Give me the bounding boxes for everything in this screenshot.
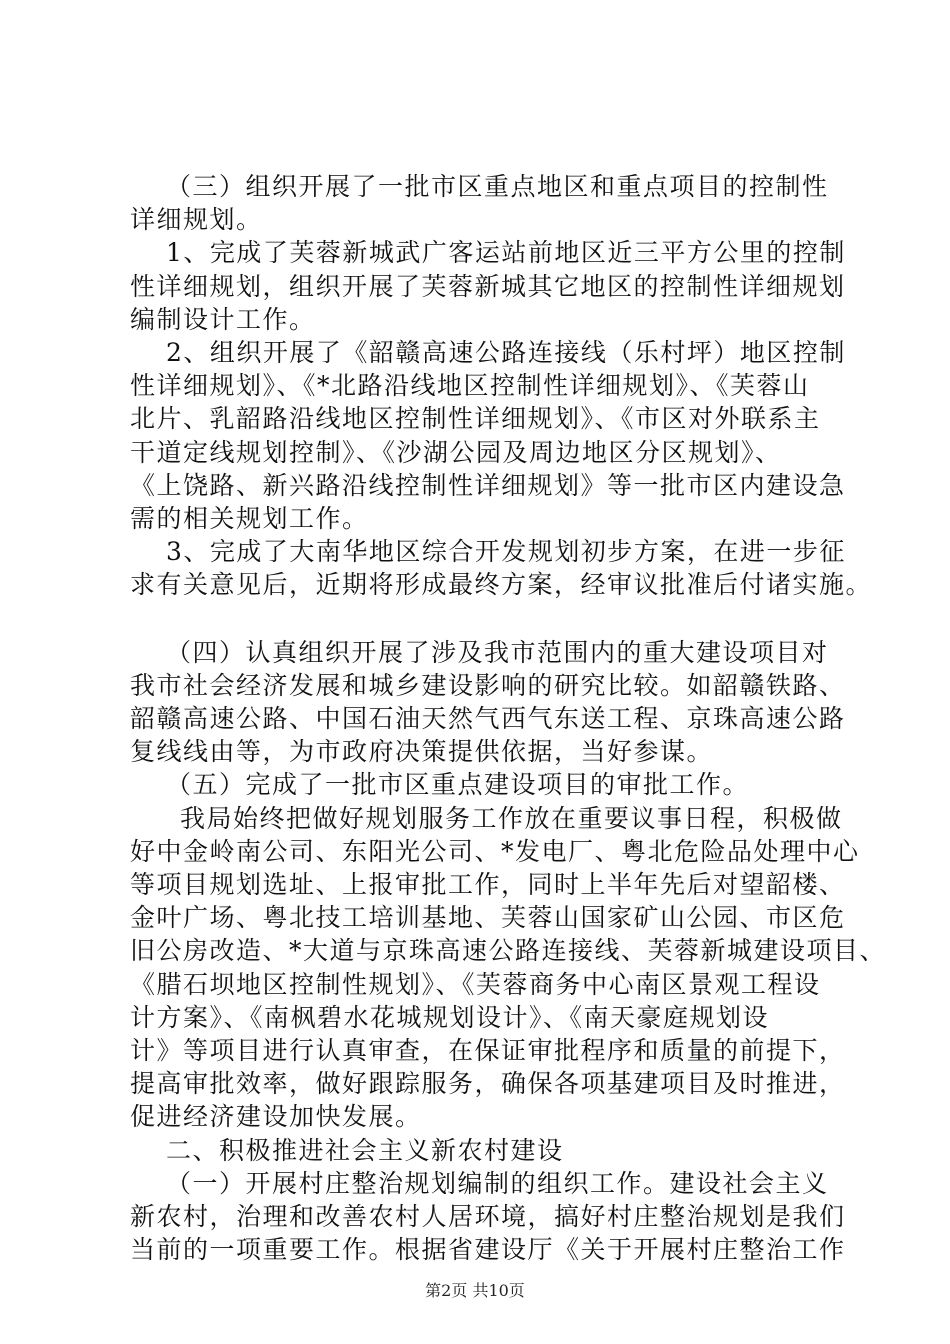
text-line: 韶赣高速公路、中国石油天然气西气东送工程、京珠高速公路 (130, 704, 846, 733)
text-line: 性详细规划，组织开展了芙蓉新城其它地区的控制性详细规划 (130, 272, 846, 301)
text-line: 等项目规划选址、上报审批工作，同时上半年先后对望韶楼、 (130, 870, 846, 899)
text-line: 复线线由等，为市政府决策提供依据，当好参谋。 (130, 737, 714, 766)
text-line: 我市社会经济发展和城乡建设影响的研究比较。如韶赣铁路、 (130, 671, 846, 700)
text-line: 促进经济建设加快发展。 (130, 1102, 422, 1131)
text-line: （一）开展村庄整治规划编制的组织工作。建设社会主义 (166, 1169, 829, 1198)
text-line: （三）组织开展了一批市区重点地区和重点项目的控制性 (166, 172, 829, 201)
text-line: （五）完成了一批市区重点建设项目的审批工作。 (166, 770, 750, 799)
text-line: 《上饶路、新兴路沿线控制性详细规划》等一批市区内建设急 (130, 471, 846, 500)
text-line: 1、完成了芙蓉新城武广客运站前地区近三平方公里的控制 (166, 238, 846, 267)
text-line: 求有关意见后，近期将形成最终方案，经审议批准后付诸实施。 (130, 570, 873, 599)
text-line: 详细规划。 (130, 205, 263, 234)
text-line: 好中金岭南公司、东阳光公司、*发电厂、粤北危险品处理中心 (130, 837, 860, 866)
text-line: （四）认真组织开展了涉及我市范围内的重大建设项目对 (166, 638, 829, 667)
text-line: 新农村，治理和改善农村人居环境，搞好村庄整治规划是我们 (130, 1202, 846, 1231)
text-line: 干道定线规划控制》、《沙湖公园及周边地区分区规划》、 (130, 438, 782, 467)
text-line: 编制设计工作。 (130, 305, 316, 334)
text-line: 计》等项目进行认真审查，在保证审批程序和质量的前提下， (130, 1036, 846, 1065)
text-line: 2、组织开展了《韶赣高速公路连接线（乐村坪）地区控制 (166, 338, 846, 367)
page-number-footer: 第2页 共10页 (425, 1281, 525, 1300)
text-line: 需的相关规划工作。 (130, 504, 369, 533)
text-line: 我局始终把做好规划服务工作放在重要议事日程，积极做 (180, 804, 843, 833)
section-heading: 二、积极推进社会主义新农村建设 (166, 1136, 564, 1165)
text-line: 性详细规划》、《*北路沿线地区控制性详细规划》、《芙蓉山 (130, 371, 810, 400)
text-line: 金叶广场、粤北技工培训基地、芙蓉山国家矿山公园、市区危 (130, 903, 846, 932)
text-line: 提高审批效率，做好跟踪服务，确保各项基建项目及时推进， (130, 1069, 846, 1098)
text-line: 《腊石坝地区控制性规划》、《芙蓉商务中心南区景观工程设 (130, 970, 821, 999)
text-line: 当前的一项重要工作。根据省建设厅《关于开展村庄整治工作 (130, 1235, 846, 1264)
text-line: 计方案》、《南枫碧水花城规划设计》、《南天豪庭规划设 (130, 1003, 770, 1032)
text-line: 旧公房改造、*大道与京珠高速公路连接线、芙蓉新城建设项目、 (130, 936, 887, 965)
text-line: 北片、乳韶路沿线地区控制性详细规划》、《市区对外联系主 (130, 404, 821, 433)
text-line: 3、完成了大南华地区综合开发规划初步方案，在进一步征 (166, 537, 846, 566)
